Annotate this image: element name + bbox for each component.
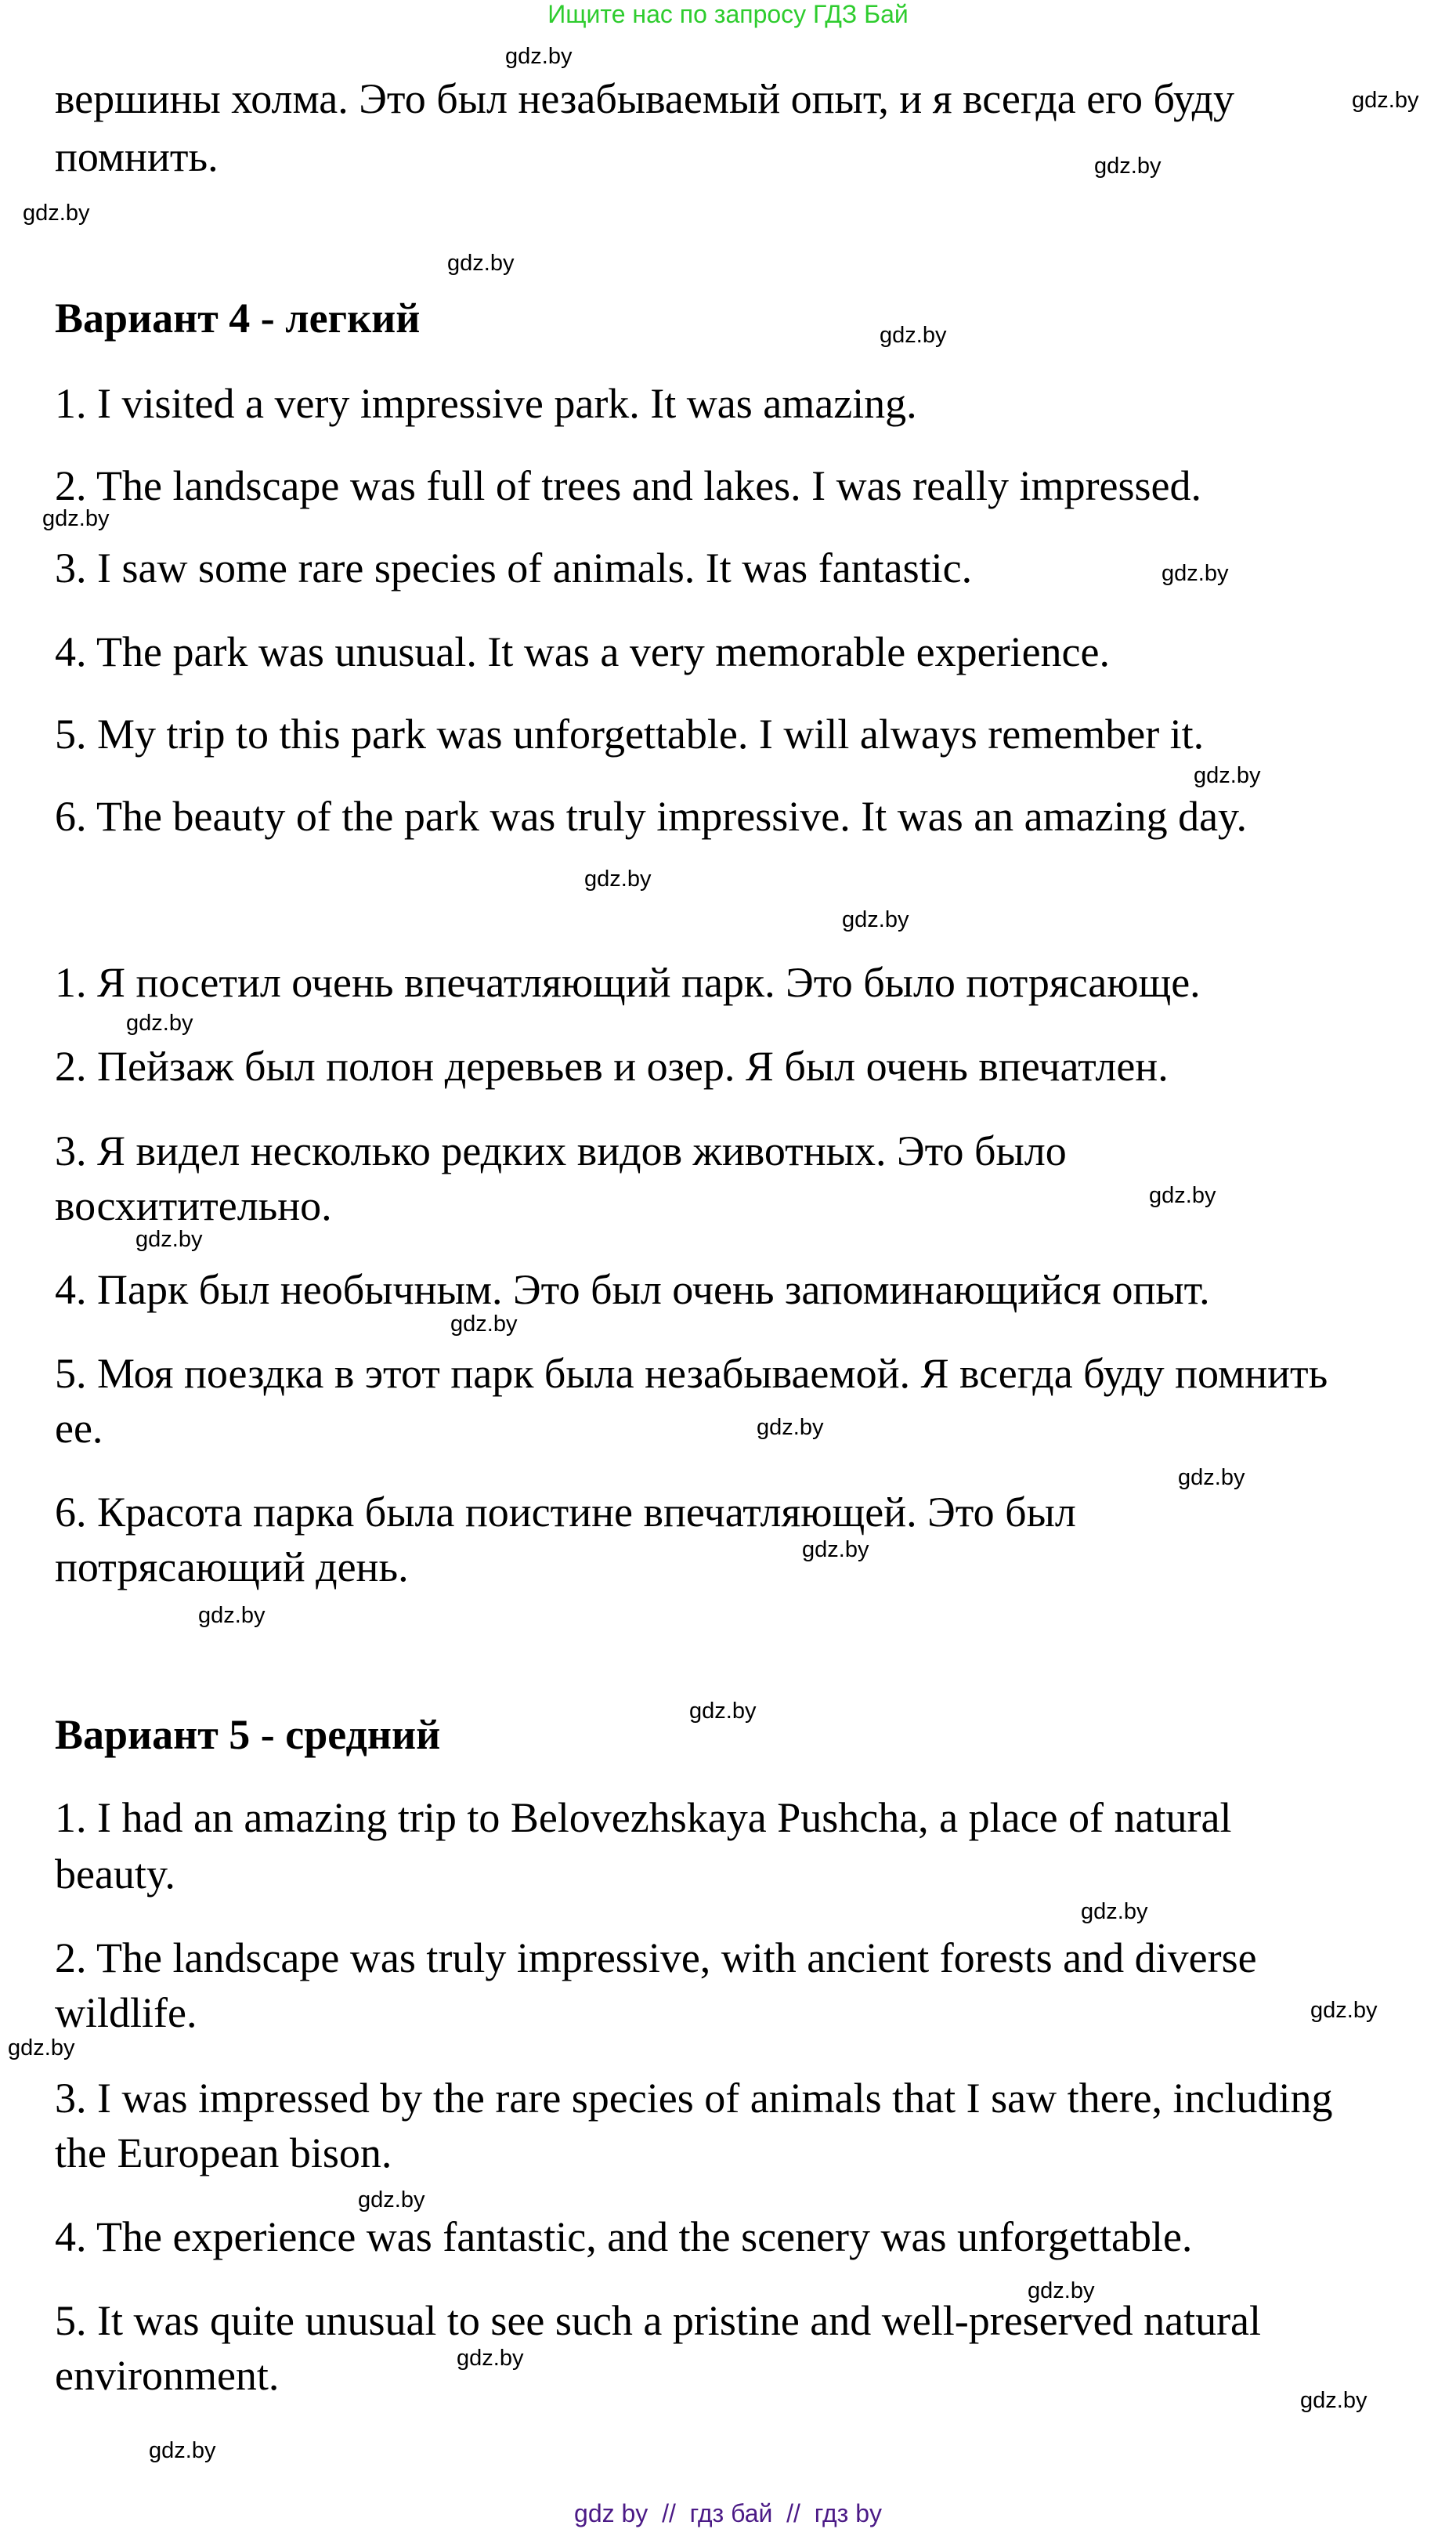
list-item-cont: environment. <box>55 2352 280 2399</box>
list-item-cont: the European bison. <box>55 2129 392 2176</box>
watermark: gdz.by <box>358 2187 425 2212</box>
watermark: gdz.by <box>1178 1465 1245 1490</box>
watermark: gdz.by <box>757 1415 824 1440</box>
watermark: gdz.by <box>149 2438 216 2463</box>
intro-line: помнить. <box>55 133 219 180</box>
watermark: gdz.by <box>1310 1998 1378 2023</box>
list-item: 1. I visited a very impressive park. It was amazing. <box>55 380 917 427</box>
watermark: gdz.by <box>1094 154 1162 179</box>
watermark: gdz.by <box>126 1011 193 1036</box>
list-item: 5. Моя поездка в этот парк была незабываемой. Я всегда буду помнить <box>55 1350 1328 1397</box>
watermark: gdz.by <box>1194 763 1261 788</box>
watermark: gdz.by <box>447 251 515 276</box>
watermark: gdz.by <box>42 506 110 531</box>
header-banner[interactable]: Ищите нас по запросу ГДЗ Бай <box>547 0 909 28</box>
list-item-cont: ее. <box>55 1405 103 1452</box>
watermark: gdz.by <box>450 1312 518 1337</box>
list-item: 3. I was impressed by the rare species of animals that I saw there, including <box>55 2075 1333 2122</box>
watermark: gdz.by <box>584 867 652 892</box>
list-item-cont: beauty. <box>55 1851 175 1898</box>
list-item: 4. The experience was fantastic, and the scenery was unforgettable. <box>55 2213 1193 2260</box>
list-item: 6. The beauty of the park was truly impressive. It was an amazing day. <box>55 793 1248 840</box>
list-item: 1. Я посетил очень впечатляющий парк. Это было потрясающе. <box>55 959 1201 1006</box>
watermark: gdz.by <box>1028 2278 1095 2303</box>
variant4-heading: Вариант 4 - легкий <box>55 295 421 342</box>
list-item: 4. The park was unusual. It was a very memorable experience. <box>55 628 1110 675</box>
list-item: 2. The landscape was truly impressive, with ancient forests and diverse <box>55 1934 1257 1981</box>
watermark: gdz.by <box>23 201 90 226</box>
list-item: 3. Я видел несколько редких видов животных. Это было <box>55 1127 1067 1174</box>
watermark: gdz.by <box>689 1699 757 1724</box>
watermark: gdz.by <box>1352 88 1419 113</box>
list-item: 3. I saw some rare species of animals. It was fantastic. <box>55 545 973 592</box>
watermark: gdz.by <box>1149 1183 1216 1208</box>
list-item: 1. I had an amazing trip to Belovezhskaya Pushcha, a place of natural <box>55 1794 1232 1841</box>
watermark: gdz.by <box>198 1603 266 1628</box>
footer-links[interactable]: gdz by // гдз бай // гдз by <box>574 2499 882 2527</box>
watermark: gdz.by <box>1300 2388 1367 2413</box>
watermark: gdz.by <box>1081 1899 1148 1924</box>
list-item: 2. The landscape was full of trees and lakes. I was really impressed. <box>55 462 1202 509</box>
list-item-cont: восхитительно. <box>55 1182 332 1229</box>
watermark: gdz.by <box>1162 561 1229 586</box>
watermark: gdz.by <box>842 907 909 932</box>
list-item: 2. Пейзаж был полон деревьев и озер. Я был очень впечатлен. <box>55 1043 1169 1090</box>
list-item: 5. It was quite unusual to see such a pristine and well-preserved natural <box>55 2297 1262 2344</box>
watermark: gdz.by <box>135 1227 203 1252</box>
watermark: gdz.by <box>8 2035 75 2060</box>
list-item-cont: wildlife. <box>55 1989 197 2036</box>
watermark: gdz.by <box>880 323 947 348</box>
intro-line: вершины холма. Это был незабываемый опыт, и я всегда его буду <box>55 75 1235 122</box>
list-item: 4. Парк был необычным. Это был очень запоминающийся опыт. <box>55 1266 1210 1313</box>
watermark: gdz.by <box>457 2346 524 2371</box>
variant5-heading: Вариант 5 - средний <box>55 1711 441 1758</box>
list-item-cont: потрясающий день. <box>55 1543 409 1590</box>
watermark: gdz.by <box>802 1537 869 1562</box>
watermark: gdz.by <box>505 44 573 69</box>
list-item: 5. My trip to this park was unforgettable. I will always remember it. <box>55 711 1205 758</box>
list-item: 6. Красота парка была поистине впечатляющей. Это был <box>55 1489 1076 1536</box>
